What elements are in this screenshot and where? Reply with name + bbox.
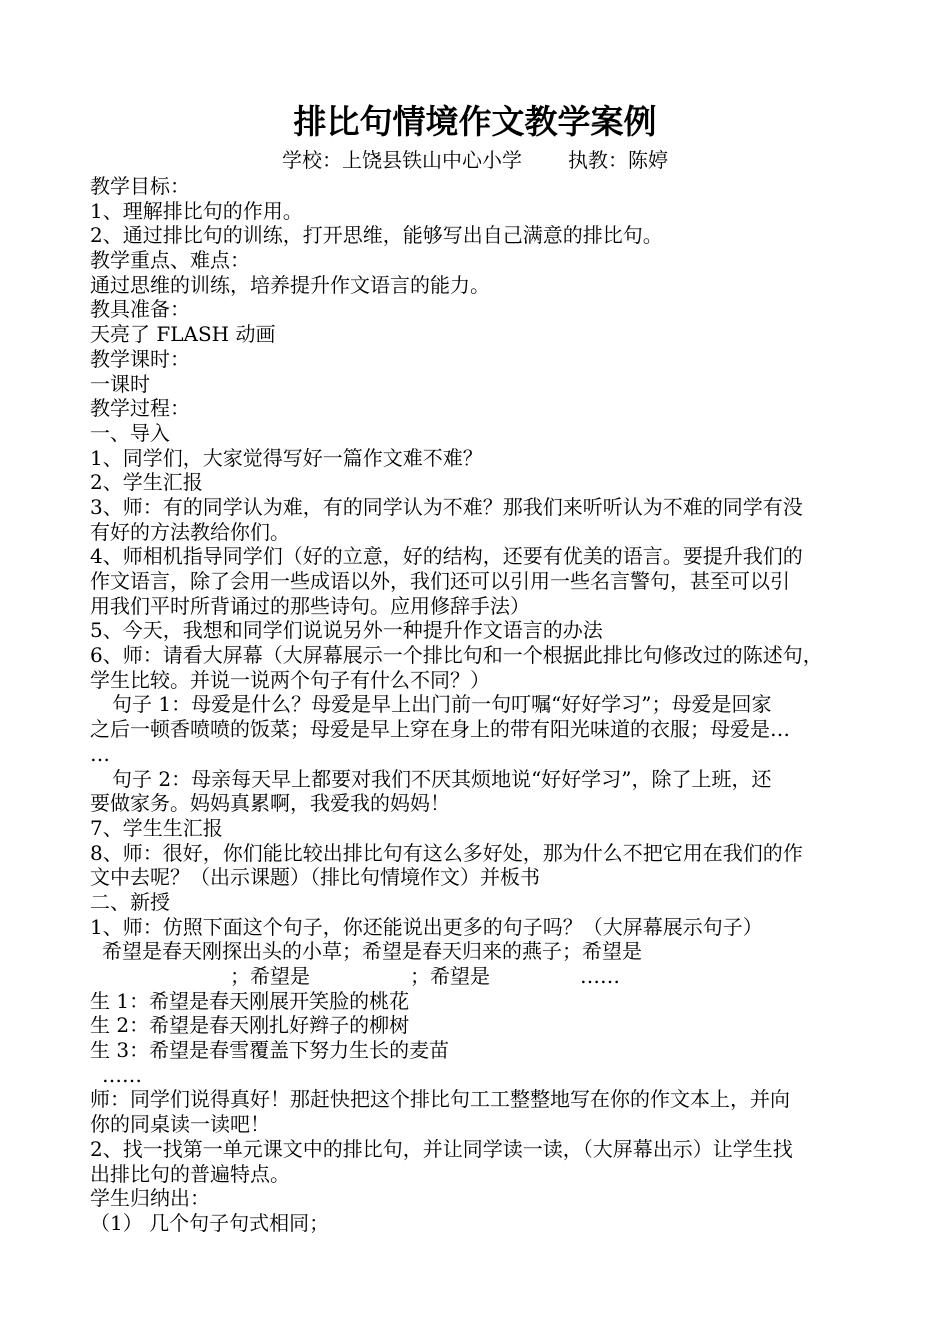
paragraph-line: 用我们平时所背诵过的那些诗句。应用修辞手法） [90,593,530,618]
paragraph-line: 文中去呢？（出示课题）（排比句情境作文）并板书 [90,865,540,890]
paragraph-line: 3、师：有的同学认为难，有的同学认为不难？那我们来听听认为不难的同学有没 [90,494,803,519]
section-heading: 教学目标： [90,174,190,198]
blank-segment: ；希望是 [230,964,310,988]
paragraph-line: 5、今天，我想和同学们说说另外一种提升作文语言的办法 [90,618,603,643]
paragraph-line: 作文语言，除了会用一些成语以外，我们还可以引用一些名言警句，甚至可以引 [90,569,790,593]
section-heading: 教学课时： [90,346,190,371]
teacher-label: 执教：陈婷 [568,148,668,172]
paragraph-line: 出排比句的普遍特点。 [90,1161,290,1186]
ellipsis: …… [580,964,620,988]
hope-sentence: 希望是春天刚探出头的小草；希望是春天归来的燕子；希望是 [102,939,642,964]
paragraph-line: 6、师：请看大屏幕（大屏幕展示一个排比句和一个根据此排比句修改过的陈述句， [90,643,823,668]
paragraph-line: 1、师：仿照下面这个句子，你还能说出更多的句子吗？（大屏幕展示句子） [90,914,763,939]
paragraph-line: 4、师相机指导同学们（好的立意，好的结构，还要有优美的语言。要提升我们的 [90,544,803,569]
paragraph-line: 要做家务。妈妈真累啊，我爱我的妈妈！ [90,791,450,816]
ellipsis: …… [102,1062,142,1087]
section-heading: 教学重点、难点： [90,248,250,273]
paragraph-line: 天亮了 FLASH 动画 [90,322,276,347]
student-answer: 生 3：希望是春雪覆盖下努力生长的麦苗 [90,1038,450,1063]
paragraph-line: 一、导入 [90,420,170,445]
paragraph-line: 2、找一找第一单元课文中的排比句，并让同学读一读，（大屏幕出示）让学生找 [90,1136,793,1161]
paragraph-line: 一课时 [90,371,150,396]
example-sentence-1: 句子 1：母爱是什么？母爱是早上出门前一句叮嘱“好好学习”；母爱是回家 [112,692,772,717]
paragraph-line: … [90,741,110,766]
paragraph-line: 学生比较。并说一说两个句子有什么不同？） [90,667,490,692]
list-item: （1） 几个句子句式相同； [90,1210,330,1235]
document-body [90,174,860,1236]
paragraph-line: 你的同桌读一读吧！ [90,1112,270,1137]
section-heading: 教具准备： [90,297,190,322]
student-answer: 生 2：希望是春天刚扎好辫子的柳树 [90,1013,410,1038]
paragraph-line: 有好的方法教给你们。 [90,519,290,544]
blank-segment: ；希望是 [410,964,490,988]
paragraph-line: 学生归纳出： [90,1186,210,1211]
paragraph-line: 通过思维的训练，培养提升作文语言的能力。 [90,272,490,297]
paragraph-line: 之后一顿香喷喷的饭菜；母爱是早上穿在身上的带有阳光味道的衣服；母爱是… [90,717,790,742]
section-heading: 二、新授 [90,889,170,914]
student-answer: 生 1：希望是春天刚展开笑脸的桃花 [90,988,410,1013]
paragraph-line: 7、学生生汇报 [90,815,223,840]
section-heading: 教学过程： [90,396,190,421]
fill-in-blanks-line [90,964,860,989]
document-subtitle [0,148,950,172]
paragraph-line: 8、师：很好，你们能比较出排比句有这么多好处，那为什么不把它用在我们的作 [90,840,803,865]
paragraph-line: 1、理解排比句的作用。 [90,198,303,223]
paragraph-line: 2、通过排比句的训练，打开思维，能够写出自己满意的排比句。 [90,223,663,248]
document-title: 排比句情境作文教学案例 [293,102,657,141]
paragraph-line: 师：同学们说得真好！那赶快把这个排比句工工整整地写在你的作文本上，并向 [90,1087,790,1112]
paragraph-line: 1、同学们，大家觉得写好一篇作文难不难？ [90,445,483,470]
paragraph-line: 2、学生汇报 [90,470,203,495]
school-label: 学校：上饶县铁山中心小学 [282,148,522,172]
example-sentence-2: 句子 2：母亲每天早上都要对我们不厌其烦地说“好好学习”，除了上班，还 [112,766,772,791]
